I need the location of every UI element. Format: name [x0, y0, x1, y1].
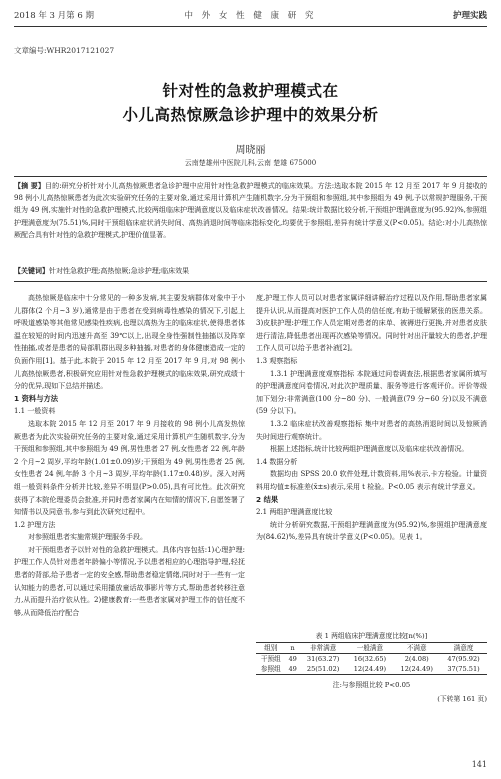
table-cell: 2(4.08): [404, 655, 429, 663]
subsection-heading: 1.4 数据分析: [256, 457, 298, 466]
table-caption: 表 1 两组临床护理满意度比较[n(%)]: [315, 632, 428, 640]
table-header-cell: 非常满意: [309, 644, 337, 652]
continued-paragraph: 度,护理工作人员可以对患者家属详细讲解治疗过程以及作用,帮助患者家属提升认识,从而提高对医护工作人员的信任度,有助于缓解紧张的医患关系。3)皮肤护理:护理工作人员定期对患者的床单、被褥进行更换,并对患者皮肤进行清洁,降低患者出现再次感染等情况。同时针对出汗量较大的患者,护理工作人员可以给予患者补液[2]。: [256, 294, 487, 353]
table-header-cell: 一般满意: [356, 644, 384, 652]
table-header-row: [256, 643, 487, 654]
table-header-cell: 组别: [264, 644, 278, 652]
continued-notice: (下转第 161 页): [437, 695, 487, 703]
table-cell: 12(24.49): [353, 665, 387, 673]
keywords: [14, 265, 487, 277]
section-heading: 2 结果: [256, 494, 279, 504]
table-cell: 37(75.51): [447, 665, 480, 673]
keywords-label: 【关键词】: [14, 267, 49, 275]
issue-label: 2018 年 3 月第 6 期: [14, 11, 94, 21]
table-header-cell: n: [290, 644, 295, 652]
journal-name: 中 外 女 性 健 康 研 究: [184, 11, 317, 21]
table-header-cell: 不满意: [406, 644, 427, 652]
subsection-heading: 1.3 观察指标: [256, 356, 298, 365]
abstract: [14, 180, 487, 241]
general-data-paragraph: 选取本院 2015 年 12 月至 2017 年 9 月接收的 98 例小儿高发热惊厥患者为此次实验研究任务的主要对象,通过采用计算机产生随机数字,分为干预组和参照组,其中参照组为 49 例,男性患者 27 例,女性患者 22 例,年龄 2 个月~2 周岁,平均年龄(1.01±0.09)岁;干预组为 49 例,男性患者 25 例,女性患者 24 例,年龄 3 个月~3 周岁,平均年龄(1.17±0.48)岁。深入对两组一般资料条件分析并比较,差异不明显(P>0.05),具有可比性。此次研究获得了本院伦理委员会批准,并同时患者家属内在知情的情况下,自愿签署了知情书以及同意书,参与到此次研究过程中。: [14, 419, 245, 517]
table-cell: 49: [288, 665, 297, 673]
right-column: [256, 292, 487, 544]
table-cell: 12(24.49): [400, 665, 433, 673]
author-affiliation: 云南楚雄州中医院儿科,云南 楚雄 675000: [184, 159, 317, 167]
table-row: [256, 664, 487, 675]
intro-paragraph: 高热惊厥是临床中十分常见的一种多发病,其主要发病群体对象中于小儿群体(2 个月~3 岁),通常是由于患者在受到病毒性感染的情况下,引起上呼吸道感染等其他常见感染性疾病,也理以高热为主的临床症状,使得患者体温在较短的时间内迅速升高至 39℃以上,出现全身性强制性抽搐以及阵挛性抽搐,或者是患者的局部肌群出现多种抽搐,对患者的身体健康造成一定的负面作用[1]。基于此,本院于 2015 年 12 月至 2017 年 9 月,对 98 例小儿高热惊厥患者,积极研究应用针对性急救护理模式的临床效果,研究成绩十分的优异,现如下总结并描述。: [14, 294, 245, 391]
methods-paragraph: 对干预组患者予以针对性的急救护理模式。具体内容包括:1)心理护理:护理工作人员针对患者年龄偏小等情况,予以患者相应的心理指导护理,轻抚患者的背部,给予患者一定的安全感,帮助患者稳定情绪,同时对于一些有一定认知能力的患者,可以通过采用播放童话故事影片等方式,帮助患者转移注意力,从而提升治疗依从性。2)健康教育:一些患者家属对护理工作的信任度不够,从而降低治疗配合: [14, 545, 245, 617]
table-cell: 25(51.02): [306, 665, 340, 673]
article-title-line2: 小儿高热惊厥急诊护理中的效果分析: [122, 106, 379, 124]
table-row: [256, 654, 487, 665]
indicator-paragraph: 根据上述指标,统计比较两组护理满意度以及临床症状改善情况。: [270, 445, 469, 454]
table-header-cell: 满意度: [453, 644, 474, 652]
subsection-heading: 1.1 一般资料: [14, 407, 56, 416]
section-heading: 1 资料与方法: [14, 393, 59, 403]
header-rule: [14, 26, 487, 27]
satisfaction-table: [256, 631, 487, 705]
article-number: 文章编号:WHR2017121027: [14, 46, 115, 55]
column-name: 护理实践: [452, 11, 487, 21]
data-table: [256, 642, 487, 675]
table-note: 注:与参照组比较 P<0.05: [332, 681, 411, 689]
table-cell: 31(63.27): [306, 655, 340, 663]
subsection-heading: 2.1 两组护理满意度比较: [256, 508, 333, 517]
results-paragraph: 统计分析研究数据,干预组护理满意度为(95.92)%,参照组护理满意度为(84.62)%,差异具有统计学意义(P<0.05)。见表 1。: [256, 520, 487, 542]
methods-paragraph: 对参照组患者实施常规护理服务手段。: [28, 533, 147, 542]
indicator-paragraph: 1.3.2 临床症状改善观察指标 集中对患者的高热消退时间以及惊厥消失时间进行观察统计。: [256, 419, 487, 441]
keywords-text: 针对性急救护理;高热惊厥;急诊护理;临床效果: [49, 267, 190, 275]
article-title-line1: 针对性的急救护理模式在: [162, 82, 339, 100]
table-cell: 干预组: [260, 655, 281, 663]
table-cell: 参照组: [260, 665, 281, 673]
abstract-text: 目的:研究分析针对小儿高热惊厥患者急诊护理中应用针对性急救护理模式的临床效果。方法:选取本院 2015 年 12 月至 2017 年 9 月接收的 98 例小儿高热惊厥患者为此次实验研究任务的主要对象,通过采用计算机产生随机数字,分为干预组和参照组,其中参照组为 49 例,予以常规护理服务,干预组为 49 例,实施针对性的急救护理模式,比较两组临床护理满意度以及临床症状改善情况。结果:统计数据比较分析,干预组护理满意度为(95.92)%,参照组护理满意度为(75.51)%,同时干预组临床症状消失时间、高热消退时间等临床指标变化,均要优于参照组,差异有统计学意义(P<0.05)。结论:对小儿高热惊厥配合具有针对性的急救护理模式,护理价值显著。: [14, 182, 488, 239]
table-cell: 47(95.92): [447, 655, 480, 663]
author-name: 周晓丽: [235, 145, 266, 156]
statistics-paragraph: 数据均由 SPSS 20.0 软件处理,计数资料,用%表示,卡方检验。计量资料用均值±标准差(x̄±s)表示,采用 t 检验。P<0.05 表示有统计学意义。: [256, 470, 487, 491]
abstract-label: 【摘 要】: [14, 182, 45, 190]
left-column: [14, 292, 245, 619]
table-cell: 49: [288, 655, 297, 663]
page-number: 141: [471, 760, 487, 769]
table-cell: 16(32.65): [353, 655, 387, 663]
subsection-heading: 1.2 护理方法: [14, 520, 56, 529]
running-header: [14, 9, 487, 23]
indicator-paragraph: 1.3.1 护理满意度观察指标 本院通过问卷调查法,根据患者家属所填写的护理满意度问卷情况,对此次护理质量、服务等进行客观评价。评价等级加下划分:非常满意(100 分~80 分)、一般满意(79 分~60 分)以及不满意(59 分以下)。: [256, 369, 487, 416]
